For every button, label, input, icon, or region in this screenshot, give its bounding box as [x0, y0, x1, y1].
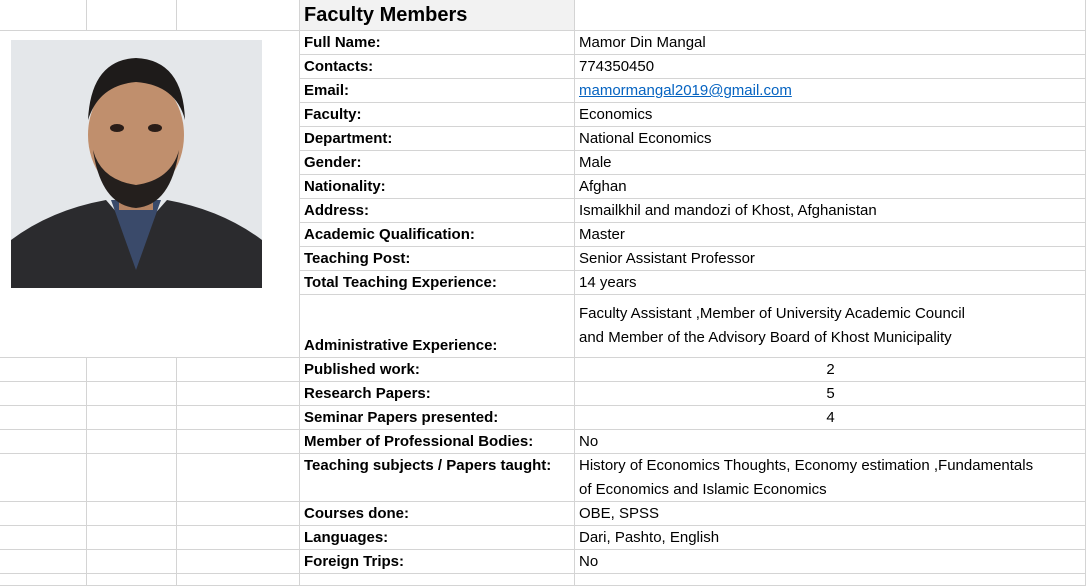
grid-cell[interactable] [177, 0, 300, 31]
field-label: Published work: [304, 361, 420, 378]
field-label: Total Teaching Experience: [304, 274, 497, 291]
field-value: of Economics and Islamic Economics [579, 481, 827, 498]
grid-cell[interactable] [87, 502, 177, 526]
grid-cell[interactable] [87, 358, 177, 382]
grid-cell[interactable] [0, 358, 87, 382]
person-portrait-icon [11, 40, 262, 288]
field-label: Foreign Trips: [304, 553, 405, 570]
email-link[interactable]: mamormangal2019@gmail.com [579, 82, 792, 99]
grid-cell[interactable] [177, 502, 300, 526]
field-label: Teaching subjects / Papers taught: [304, 457, 552, 474]
field-label: Seminar Papers presented: [304, 409, 499, 426]
field-value: Economics [579, 106, 653, 123]
field-label: Teaching Post: [304, 250, 411, 267]
grid-cell[interactable] [0, 0, 87, 31]
grid-cell[interactable] [575, 574, 1086, 586]
field-value: 5 [826, 385, 835, 402]
grid-cell[interactable] [177, 382, 300, 406]
grid-cell[interactable] [87, 0, 177, 31]
grid-cell[interactable] [177, 574, 300, 586]
field-value: Male [579, 154, 612, 171]
field-label: Contacts: [304, 58, 374, 75]
grid-cell[interactable] [87, 382, 177, 406]
field-value: Master [579, 226, 625, 243]
grid-cell[interactable] [87, 526, 177, 550]
field-value: Senior Assistant Professor [579, 250, 755, 267]
field-label: Languages: [304, 529, 389, 546]
grid-cell[interactable] [87, 430, 177, 454]
field-label: Faculty: [304, 106, 362, 123]
field-value: National Economics [579, 130, 712, 147]
grid-cell[interactable] [0, 406, 87, 430]
grid-cell[interactable] [177, 406, 300, 430]
grid-cell[interactable] [0, 550, 87, 574]
field-label: Department: [304, 130, 393, 147]
grid-cell[interactable] [87, 550, 177, 574]
field-label: Email: [304, 82, 350, 99]
page-title: Faculty Members [300, 0, 575, 31]
field-label: Nationality: [304, 178, 386, 195]
field-value: Faculty Assistant ,Member of University Academic Council [579, 305, 965, 322]
profile-photo [11, 40, 262, 288]
field-value: No [579, 433, 599, 450]
field-label: Address: [304, 202, 370, 219]
grid-cell[interactable] [177, 430, 300, 454]
field-value: Mamor Din Mangal [579, 34, 706, 51]
field-value: 2 [826, 361, 835, 378]
grid-cell[interactable] [87, 454, 177, 502]
field-label: Gender: [304, 154, 362, 171]
grid-cell[interactable] [0, 574, 87, 586]
grid-cell[interactable] [177, 358, 300, 382]
field-label: Administrative Experience: [304, 337, 498, 354]
grid-cell[interactable] [177, 454, 300, 502]
field-label: Full Name: [304, 34, 381, 51]
grid-cell[interactable] [0, 526, 87, 550]
field-label: Courses done: [304, 505, 410, 522]
field-value: and Member of the Advisory Board of Khost Municipality [579, 329, 952, 346]
grid-cell[interactable] [0, 502, 87, 526]
field-value: 4 [826, 409, 835, 426]
grid-cell[interactable] [575, 0, 1086, 31]
grid-cell[interactable] [0, 382, 87, 406]
field-value: 14 years [579, 274, 637, 291]
grid-cell[interactable] [177, 526, 300, 550]
field-label: Member of Professional Bodies: [304, 433, 534, 450]
field-label: Academic Qualification: [304, 226, 475, 243]
email-value[interactable] [575, 79, 1086, 103]
field-label: Research Papers: [304, 385, 431, 402]
field-value: 774350450 [579, 58, 655, 75]
field-value: Dari, Pashto, English [579, 529, 720, 546]
field-value: Afghan [579, 178, 627, 195]
grid-cell[interactable] [300, 574, 575, 586]
grid-cell[interactable] [0, 430, 87, 454]
grid-cell[interactable] [177, 550, 300, 574]
field-value: No [579, 553, 599, 570]
field-value: History of Economics Thoughts, Economy estimation ,Fundamentals [579, 457, 1034, 474]
grid-cell[interactable] [0, 454, 87, 502]
grid-cell[interactable] [87, 574, 177, 586]
field-value: Ismailkhil and mandozi of Khost, Afghanistan [579, 202, 877, 219]
field-value: OBE, SPSS [579, 505, 660, 522]
grid-cell[interactable] [87, 406, 177, 430]
